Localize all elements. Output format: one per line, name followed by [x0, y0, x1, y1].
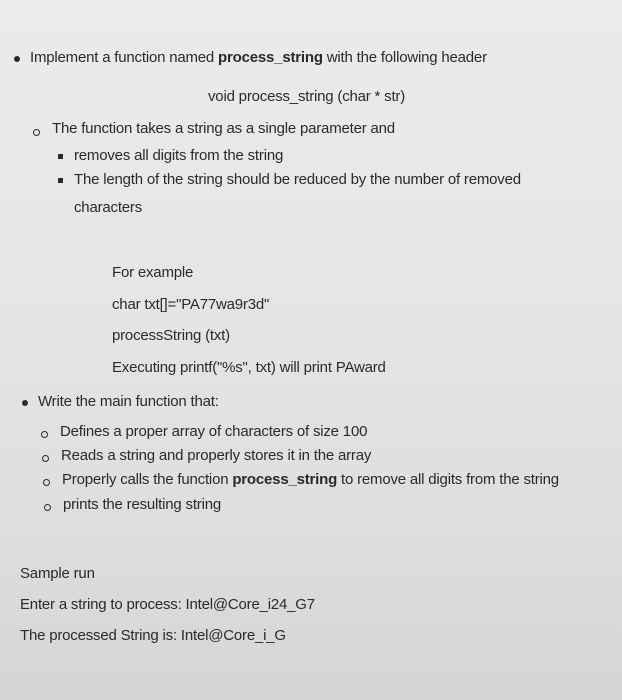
sample-line-2: The processed String is: Intel@Core_i_G: [20, 627, 286, 644]
bullet-disc-icon: [22, 400, 28, 406]
task1-item-2: The length of the string should be reduced by the number of removed: [74, 171, 521, 188]
task2-intro: Write the main function that:: [38, 393, 219, 410]
task1-item-1: removes all digits from the string: [74, 147, 284, 164]
bullet-circle-icon: [42, 455, 49, 462]
bullet-circle-icon: [33, 129, 40, 136]
bullet-square-icon: [58, 178, 63, 183]
task1-intro-post: with the following header: [322, 49, 487, 66]
function-name: process_string: [218, 49, 323, 66]
task2-item-2: Reads a string and properly stores it in the array: [61, 447, 372, 464]
task2-item-3-pre: Properly calls the function: [62, 471, 233, 488]
example-line-3: Executing printf("%s", txt) will print PAward: [112, 359, 386, 376]
task1-item-2-cont: characters: [74, 199, 143, 216]
task2-item-4: prints the resulting string: [63, 496, 222, 513]
task2-item-3: [62, 471, 559, 488]
sample-title: Sample run: [20, 565, 95, 582]
bullet-circle-icon: [41, 431, 48, 438]
example-line-2: processString (txt): [112, 327, 230, 344]
bullet-square-icon: [58, 154, 63, 159]
sample-line-1: Enter a string to process: Intel@Core_i24_G7: [20, 596, 315, 613]
function-header: void process_string (char * str): [208, 88, 406, 105]
example-line-1: char txt[]="PA77wa9r3d": [112, 296, 270, 313]
bullet-circle-icon: [44, 504, 51, 511]
bullet-disc-icon: [14, 56, 20, 62]
function-name: process_string: [232, 471, 338, 488]
example-title: For example: [112, 264, 194, 281]
bullet-circle-icon: [43, 479, 50, 486]
task1-intro: [30, 49, 487, 66]
task2-item-3-post: to remove all digits from the string: [337, 471, 559, 488]
task1-subpoint: The function takes a string as a single parameter and: [52, 120, 395, 137]
task2-item-1: Defines a proper array of characters of size 100: [60, 423, 368, 440]
task1-intro-pre: Implement a function named: [30, 49, 219, 66]
